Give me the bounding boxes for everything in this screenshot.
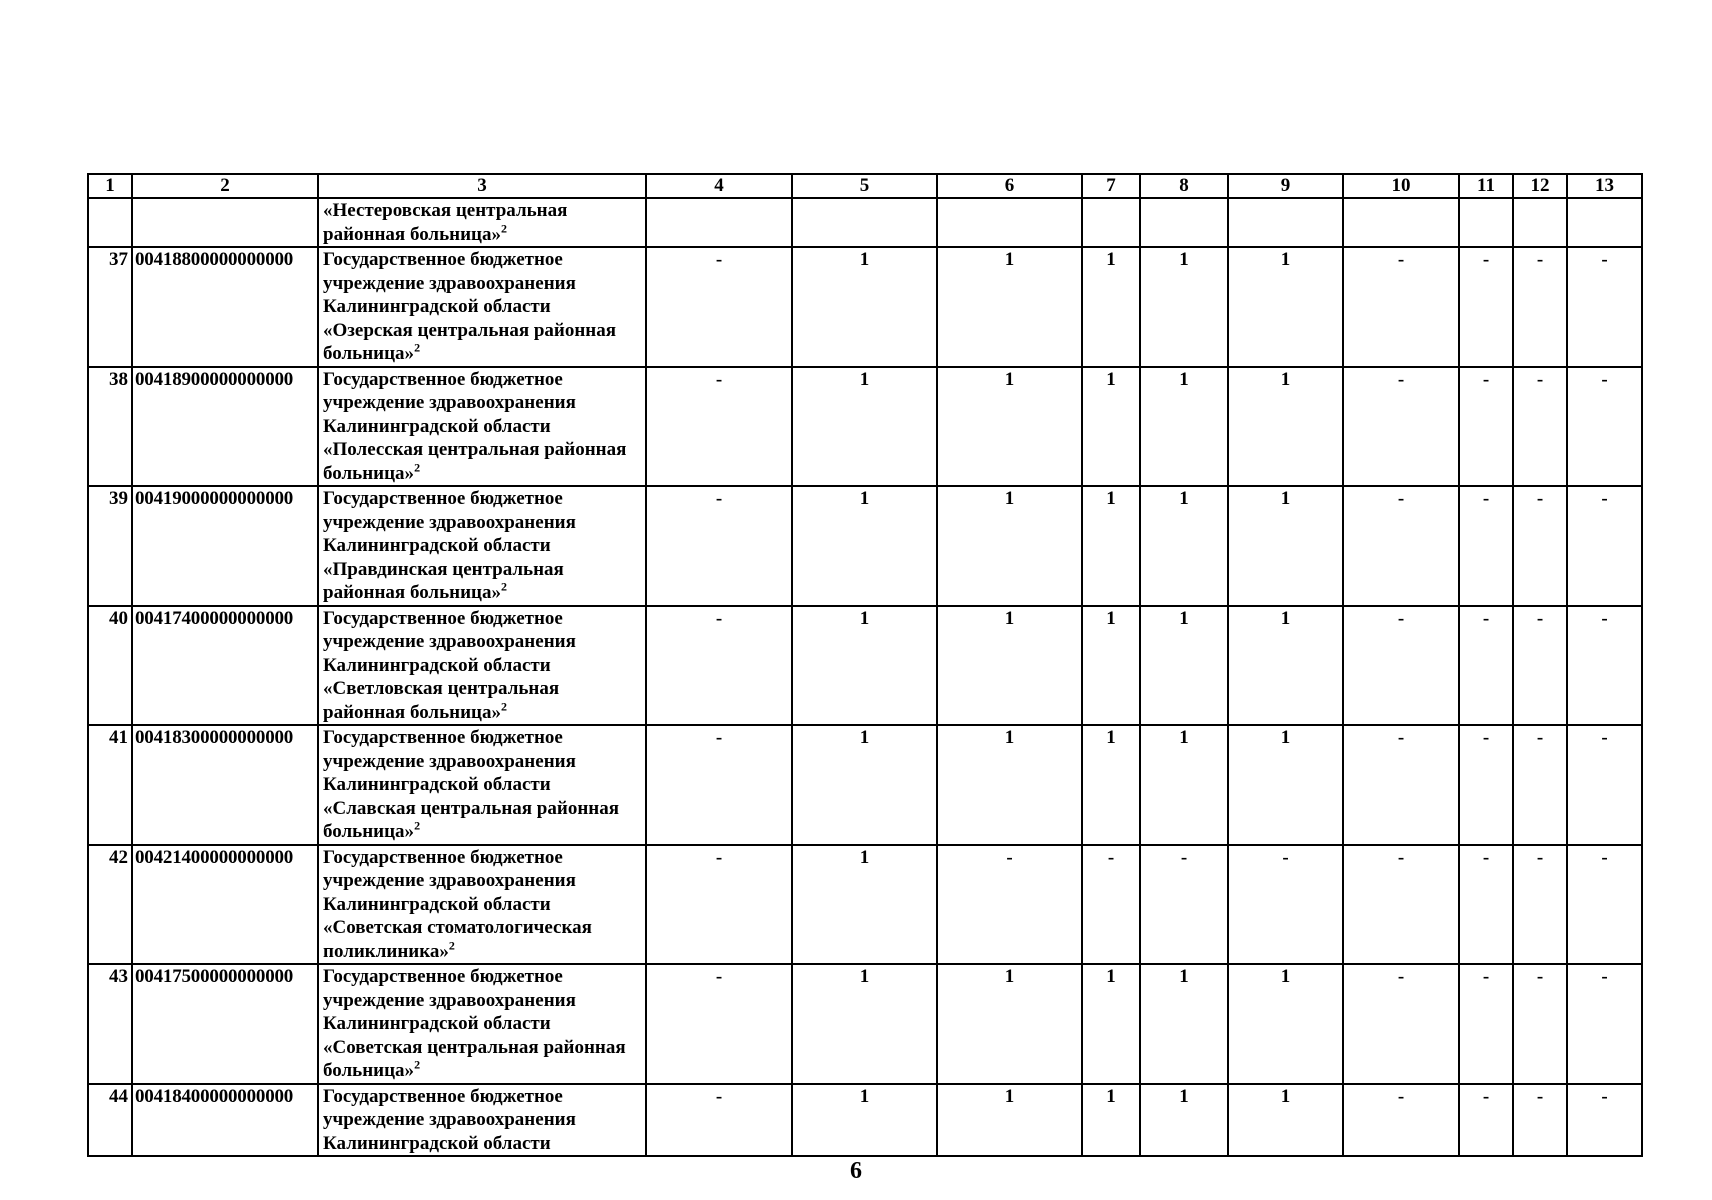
name-line: больница»$^2$ bbox=[323, 818, 421, 842]
value-cell-col-7: 1 bbox=[1082, 964, 1140, 1084]
name-line: Государственное бюджетное bbox=[323, 846, 563, 868]
value-cell-col-13: - bbox=[1567, 247, 1642, 367]
name-line: Государственное бюджетное bbox=[323, 727, 563, 748]
value-cell-col-10: - bbox=[1343, 964, 1459, 1084]
value-cell-col-8: 1 bbox=[1140, 725, 1228, 845]
footnote-mark: 2 bbox=[414, 460, 421, 475]
value-cell-col-12: - bbox=[1513, 964, 1567, 1084]
value-cell-col-9: 1 bbox=[1228, 606, 1343, 726]
value-cell-col-5: 1 bbox=[792, 845, 937, 965]
registry-code bbox=[132, 198, 318, 247]
footnote-mark: 2 bbox=[501, 699, 507, 714]
value-cell-col-6: 1 bbox=[937, 725, 1082, 845]
table-row bbox=[88, 845, 1642, 965]
value-cell-col-6: - bbox=[937, 845, 1082, 965]
institution-name bbox=[318, 725, 646, 845]
table-row bbox=[88, 1084, 1642, 1157]
institution-name bbox=[318, 367, 646, 487]
name-line: «Советская стоматологическая bbox=[323, 917, 592, 938]
column-number: 11 bbox=[1459, 174, 1513, 198]
value-cell-col-4: - bbox=[646, 367, 792, 487]
column-number: 5 bbox=[792, 174, 937, 198]
footnote-mark: 2 bbox=[414, 340, 421, 355]
name-line: Калининградской области bbox=[323, 654, 551, 676]
value-cell-col-12: - bbox=[1513, 606, 1567, 726]
name-line: больница»$^2$ bbox=[323, 340, 421, 364]
value-cell-col-8: - bbox=[1140, 845, 1228, 965]
column-number: 12 bbox=[1513, 174, 1567, 198]
footnote-mark: 2 bbox=[501, 221, 507, 236]
value-cell-col-6: 1 bbox=[937, 247, 1082, 367]
row-number: 42 bbox=[88, 845, 132, 965]
value-cell-col-10: - bbox=[1343, 486, 1459, 606]
value-cell-col-13: - bbox=[1567, 845, 1642, 965]
column-number: 2 bbox=[132, 174, 318, 198]
name-line: учреждение здравоохранения bbox=[323, 989, 576, 1011]
value-cell-col-8: 1 bbox=[1140, 1084, 1228, 1157]
value-cell-col-6: 1 bbox=[937, 964, 1082, 1084]
row-number: 37 bbox=[88, 247, 132, 367]
value-cell-col-4: - bbox=[646, 964, 792, 1084]
registry-code: 00418400000000000 bbox=[132, 1084, 318, 1157]
registry-code: 00418300000000000 bbox=[132, 725, 318, 845]
continuation-row bbox=[88, 198, 1642, 247]
footnote-mark: 2 bbox=[414, 818, 421, 833]
value-cell-col-11: - bbox=[1459, 486, 1513, 606]
value-cell-col-12: - bbox=[1513, 367, 1567, 487]
column-number: 3 bbox=[318, 174, 646, 198]
value-cell-col-6: 1 bbox=[937, 1084, 1082, 1157]
name-line: учреждение здравоохранения bbox=[323, 631, 576, 652]
value-cell-col-8: 1 bbox=[1140, 486, 1228, 606]
name-line: Калининградской области bbox=[323, 415, 551, 437]
registry-code: 00419000000000000 bbox=[132, 486, 318, 606]
name-line: «Озерская центральная районная bbox=[323, 319, 617, 341]
name-line: Государственное бюджетное bbox=[323, 249, 563, 270]
name-line: районная больница»$^2$ bbox=[323, 699, 507, 723]
value-cell-col-4: - bbox=[646, 725, 792, 845]
column-number: 6 bbox=[937, 174, 1082, 198]
name-line: Калининградской области bbox=[323, 774, 551, 795]
column-number: 4 bbox=[646, 174, 792, 198]
value-cell-col-11: - bbox=[1459, 964, 1513, 1084]
column-number: 10 bbox=[1343, 174, 1459, 198]
name-line: районная больница»$^2$ bbox=[323, 221, 507, 245]
value-cell-col-8: 1 bbox=[1140, 367, 1228, 487]
row-number bbox=[88, 198, 132, 247]
name-line: учреждение здравоохранения bbox=[323, 870, 576, 891]
table-row bbox=[88, 606, 1642, 726]
name-line: учреждение здравоохранения bbox=[323, 511, 576, 533]
name-line: Государственное бюджетное bbox=[323, 1085, 563, 1107]
table-row bbox=[88, 486, 1642, 606]
name-line: Калининградской области bbox=[323, 535, 551, 556]
value-cell-col-4: - bbox=[646, 247, 792, 367]
value-cell-col-13: - bbox=[1567, 486, 1642, 606]
column-number: 9 bbox=[1228, 174, 1343, 198]
value-cell-col-7: 1 bbox=[1082, 1084, 1140, 1157]
table-row bbox=[88, 964, 1642, 1084]
value-cell-col-4: - bbox=[646, 845, 792, 965]
value-cell-col-12: - bbox=[1513, 247, 1567, 367]
value-cell-col-10: - bbox=[1343, 247, 1459, 367]
table-row bbox=[88, 367, 1642, 487]
value-cell-col-7: - bbox=[1082, 845, 1140, 965]
value-cell-col-7: 1 bbox=[1082, 247, 1140, 367]
value-cell-col-7: 1 bbox=[1082, 486, 1140, 606]
column-number: 7 bbox=[1082, 174, 1140, 198]
registry-code: 00417500000000000 bbox=[132, 964, 318, 1084]
value-cell-col-12: - bbox=[1513, 1084, 1567, 1157]
page-number: 6 bbox=[850, 1158, 862, 1184]
value-cell-col-12: - bbox=[1513, 486, 1567, 606]
value-cell-col-5: 1 bbox=[792, 964, 937, 1084]
value-cell-col-13: - bbox=[1567, 1084, 1642, 1157]
value-cell-col-6: 1 bbox=[937, 367, 1082, 487]
table-row bbox=[88, 247, 1642, 367]
value-cell-col-9: 1 bbox=[1228, 486, 1343, 606]
name-line: Государственное бюджетное bbox=[323, 966, 563, 987]
footnote-mark: 2 bbox=[501, 579, 507, 594]
name-line: Калининградской области bbox=[323, 1013, 551, 1034]
name-line: «Нестеровская центральная bbox=[323, 200, 568, 221]
name-line: больница»$^2$ bbox=[323, 460, 421, 484]
value-cell-col-11: - bbox=[1459, 1084, 1513, 1157]
name-line: учреждение здравоохранения bbox=[323, 392, 576, 413]
registry-code: 00421400000000000 bbox=[132, 845, 318, 965]
row-number: 41 bbox=[88, 725, 132, 845]
column-number-header-row bbox=[88, 174, 1642, 198]
value-cell-col-11: - bbox=[1459, 725, 1513, 845]
value-cell-col-9: - bbox=[1228, 845, 1343, 965]
institution-name bbox=[318, 964, 646, 1084]
name-line: «Полесская центральная районная bbox=[323, 439, 627, 460]
value-cell-col-4: - bbox=[646, 486, 792, 606]
value-cell-col-9: 1 bbox=[1228, 367, 1343, 487]
row-number: 40 bbox=[88, 606, 132, 726]
registry-code: 00418800000000000 bbox=[132, 247, 318, 367]
value-cell-col-5: 1 bbox=[792, 1084, 937, 1157]
name-line: Государственное бюджетное bbox=[323, 607, 563, 629]
institution-name bbox=[318, 845, 646, 965]
value-cell-col-4: - bbox=[646, 606, 792, 726]
name-line: Калининградской области bbox=[323, 296, 551, 317]
institution-name bbox=[318, 1084, 646, 1157]
value-cell-col-10: - bbox=[1343, 845, 1459, 965]
value-cell-col-11: - bbox=[1459, 247, 1513, 367]
value-cell-col-12: - bbox=[1513, 845, 1567, 965]
institution-name bbox=[318, 198, 646, 247]
name-line: «Светловская центральная bbox=[323, 678, 560, 699]
value-cell-col-9: 1 bbox=[1228, 247, 1343, 367]
value-cell-col-8: 1 bbox=[1140, 247, 1228, 367]
value-cell-col-9: 1 bbox=[1228, 1084, 1343, 1157]
value-cell-col-6: 1 bbox=[937, 606, 1082, 726]
value-cell-col-5: 1 bbox=[792, 606, 937, 726]
name-line: Калининградской области bbox=[323, 893, 551, 915]
name-line: Государственное бюджетное bbox=[323, 488, 563, 509]
name-line: Государственное бюджетное bbox=[323, 368, 563, 390]
value-cell-col-5: 1 bbox=[792, 367, 937, 487]
value-cell-col-12: - bbox=[1513, 725, 1567, 845]
value-cell-col-6: 1 bbox=[937, 486, 1082, 606]
column-number: 13 bbox=[1567, 174, 1642, 198]
value-cell-col-7: 1 bbox=[1082, 606, 1140, 726]
footnote-mark: 2 bbox=[448, 938, 455, 953]
row-number: 43 bbox=[88, 964, 132, 1084]
table-row bbox=[88, 725, 1642, 845]
value-cell-col-11: - bbox=[1459, 606, 1513, 726]
value-cell-col-10: - bbox=[1343, 1084, 1459, 1157]
value-cell-col-10: - bbox=[1343, 367, 1459, 487]
name-line: учреждение здравоохранения bbox=[323, 272, 576, 294]
registry-code: 00418900000000000 bbox=[132, 367, 318, 487]
name-line: районная больница»$^2$ bbox=[323, 579, 507, 603]
name-line: учреждение здравоохранения bbox=[323, 1109, 576, 1130]
value-cell-col-9: 1 bbox=[1228, 725, 1343, 845]
institution-name bbox=[318, 247, 646, 367]
row-number: 39 bbox=[88, 486, 132, 606]
value-cell-col-13: - bbox=[1567, 964, 1642, 1084]
value-cell-col-13: - bbox=[1567, 725, 1642, 845]
name-line: «Славская центральная районная bbox=[323, 797, 619, 819]
name-line: учреждение здравоохранения bbox=[323, 750, 576, 772]
value-cell-col-8: 1 bbox=[1140, 606, 1228, 726]
value-cell-col-8: 1 bbox=[1140, 964, 1228, 1084]
value-cell-col-13: - bbox=[1567, 367, 1642, 487]
value-cell-col-4: - bbox=[646, 1084, 792, 1157]
value-cell-col-5: 1 bbox=[792, 247, 937, 367]
row-number: 44 bbox=[88, 1084, 132, 1157]
name-line: «Советская центральная районная bbox=[323, 1036, 626, 1058]
value-cell-col-9: 1 bbox=[1228, 964, 1343, 1084]
registry-code: 00417400000000000 bbox=[132, 606, 318, 726]
institution-name bbox=[318, 486, 646, 606]
row-number: 38 bbox=[88, 367, 132, 487]
column-number: 8 bbox=[1140, 174, 1228, 198]
value-cell-col-5: 1 bbox=[792, 486, 937, 606]
value-cell-col-7: 1 bbox=[1082, 367, 1140, 487]
institution-name bbox=[318, 606, 646, 726]
value-cell-col-10: - bbox=[1343, 725, 1459, 845]
name-line: Калининградской области bbox=[323, 1132, 551, 1154]
value-cell-col-13: - bbox=[1567, 606, 1642, 726]
name-line: «Правдинская центральная bbox=[323, 558, 564, 580]
value-cell-col-11: - bbox=[1459, 367, 1513, 487]
value-cell-col-7: 1 bbox=[1082, 725, 1140, 845]
registry-table bbox=[87, 173, 1643, 1157]
footnote-mark: 2 bbox=[414, 1057, 421, 1072]
value-cell-col-5: 1 bbox=[792, 725, 937, 845]
value-cell-col-10: - bbox=[1343, 606, 1459, 726]
name-line: больница»$^2$ bbox=[323, 1057, 421, 1081]
column-number: 1 bbox=[88, 174, 132, 198]
value-cell-col-11: - bbox=[1459, 845, 1513, 965]
name-line: поликлиника»$^2$ bbox=[323, 938, 455, 962]
